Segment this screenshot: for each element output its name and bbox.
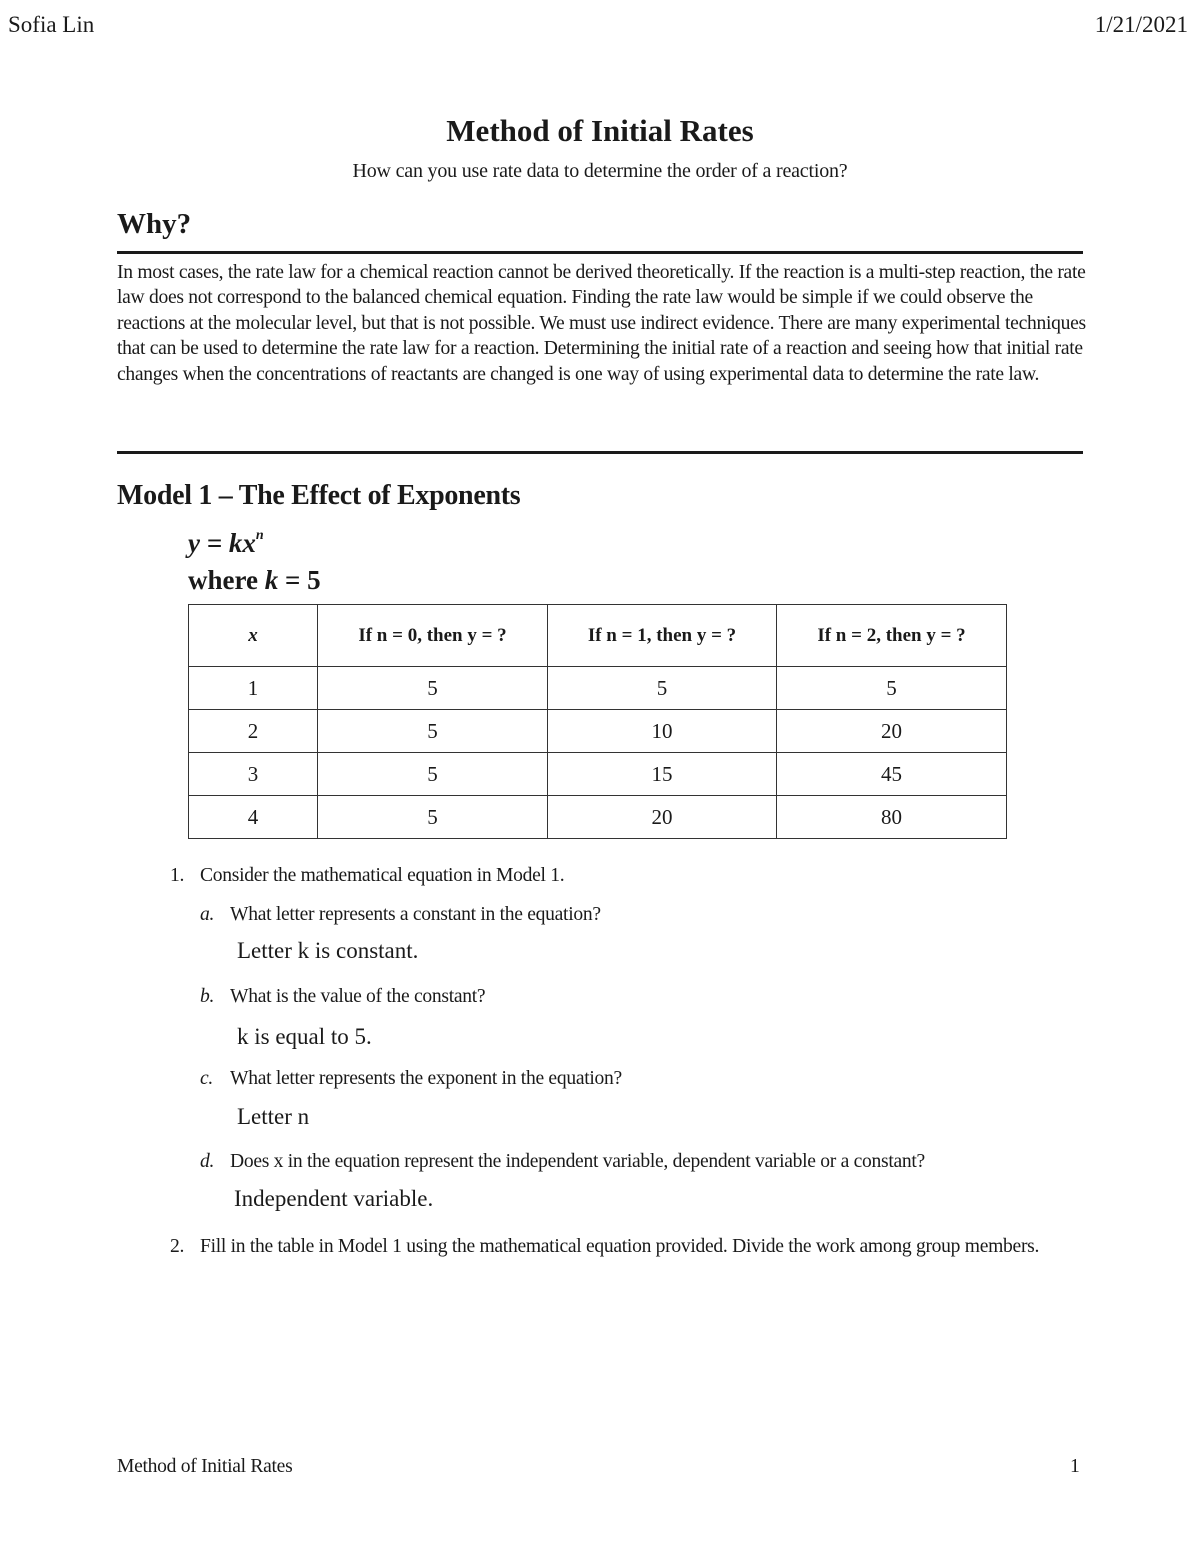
page-subtitle: How can you use rate data to determine the order of a reaction? — [352, 160, 848, 182]
table-row — [189, 667, 1007, 710]
question-part-label: d. — [200, 1151, 215, 1172]
question-part-text: What letter represents the exponent in the equation? — [230, 1068, 622, 1089]
constant-definition — [188, 565, 321, 596]
where-prefix: where — [188, 565, 265, 595]
question-part-text: What letter represents a constant in the equation? — [230, 904, 601, 925]
table-cell: 80 — [777, 796, 1007, 839]
question-text: Consider the mathematical equation in Model 1. — [200, 865, 565, 886]
table-header-n0: If n = 0, then y = ? — [318, 605, 548, 667]
question-part-label: c. — [200, 1068, 213, 1089]
table-cell-x: 1 — [189, 667, 318, 710]
footer-title: Method of Initial Rates — [117, 1456, 293, 1477]
divider — [117, 451, 1083, 454]
question-1a — [200, 904, 601, 926]
table-header-x: x — [189, 605, 318, 667]
divider — [117, 251, 1083, 254]
answer-1d: Independent variable. — [234, 1186, 434, 1211]
question-2 — [170, 1233, 1090, 1260]
equation-text: y = kx — [188, 528, 256, 558]
constant-variable: k — [264, 565, 279, 595]
table-cell-x: 3 — [189, 753, 318, 796]
table-cell: 5 — [777, 667, 1007, 710]
constant-value: = 5 — [278, 565, 321, 595]
table-cell: 10 — [548, 710, 777, 753]
table-row — [189, 796, 1007, 839]
table-cell: 20 — [548, 796, 777, 839]
answer-1b: k is equal to 5. — [237, 1024, 372, 1049]
table-header-n1: If n = 1, then y = ? — [548, 605, 777, 667]
question-part-label: a. — [200, 904, 215, 925]
question-1d — [200, 1151, 925, 1173]
student-name: Sofia Lin — [8, 12, 95, 37]
table-cell: 20 — [777, 710, 1007, 753]
table-cell-x: 4 — [189, 796, 318, 839]
table-cell: 5 — [318, 710, 548, 753]
question-number: 2. — [170, 1236, 185, 1257]
table-cell: 45 — [777, 753, 1007, 796]
answer-1c: Letter n — [237, 1104, 310, 1129]
table-cell: 15 — [548, 753, 777, 796]
document-date: 1/21/2021 — [1094, 12, 1188, 37]
table-cell: 5 — [318, 796, 548, 839]
model-heading: Model 1 – The Effect of Exponents — [117, 480, 521, 511]
table-header-n2: If n = 2, then y = ? — [777, 605, 1007, 667]
page-number: 1 — [1070, 1456, 1080, 1477]
equation-exponent: n — [255, 528, 264, 543]
table-cell: 5 — [318, 753, 548, 796]
question-1b — [200, 986, 485, 1008]
question-text: Fill in the table in Model 1 using the mathematical equation provided. Divide the work among group members. — [200, 1236, 1040, 1257]
question-1 — [170, 865, 564, 887]
table-header-row — [189, 605, 1007, 667]
page-title: Method of Initial Rates — [446, 113, 754, 148]
question-1c — [200, 1068, 622, 1090]
question-part-label: b. — [200, 986, 215, 1007]
table-cell: 5 — [318, 667, 548, 710]
model-equation — [188, 528, 264, 559]
model-table — [188, 604, 1007, 839]
question-part-text: Does x in the equation represent the independent variable, dependent variable or a constant? — [230, 1151, 925, 1172]
table-row — [189, 753, 1007, 796]
question-part-text: What is the value of the constant? — [230, 986, 486, 1007]
question-number: 1. — [170, 865, 185, 886]
why-heading: Why? — [117, 208, 192, 240]
why-paragraph: In most cases, the rate law for a chemical reaction cannot be derived theoretically. If the reaction is a multi-step reaction, the rate law does not correspond to the balanced chemical equation. Finding the rate law would be simple if we could observe the reactions at the molecular level, but that is not possible. We must use indirect evidence. There are many experimental techniques that can be used to determine the rate law for a reaction. Determining the initial rate of a reaction and seeing how that initial rate changes when the concentrations of reactants are changed is one way of using experimental data to determine the rate law. — [117, 262, 1086, 385]
answer-1a: Letter k is constant. — [237, 938, 419, 963]
table-cell-x: 2 — [189, 710, 318, 753]
table-row — [189, 710, 1007, 753]
table-cell: 5 — [548, 667, 777, 710]
